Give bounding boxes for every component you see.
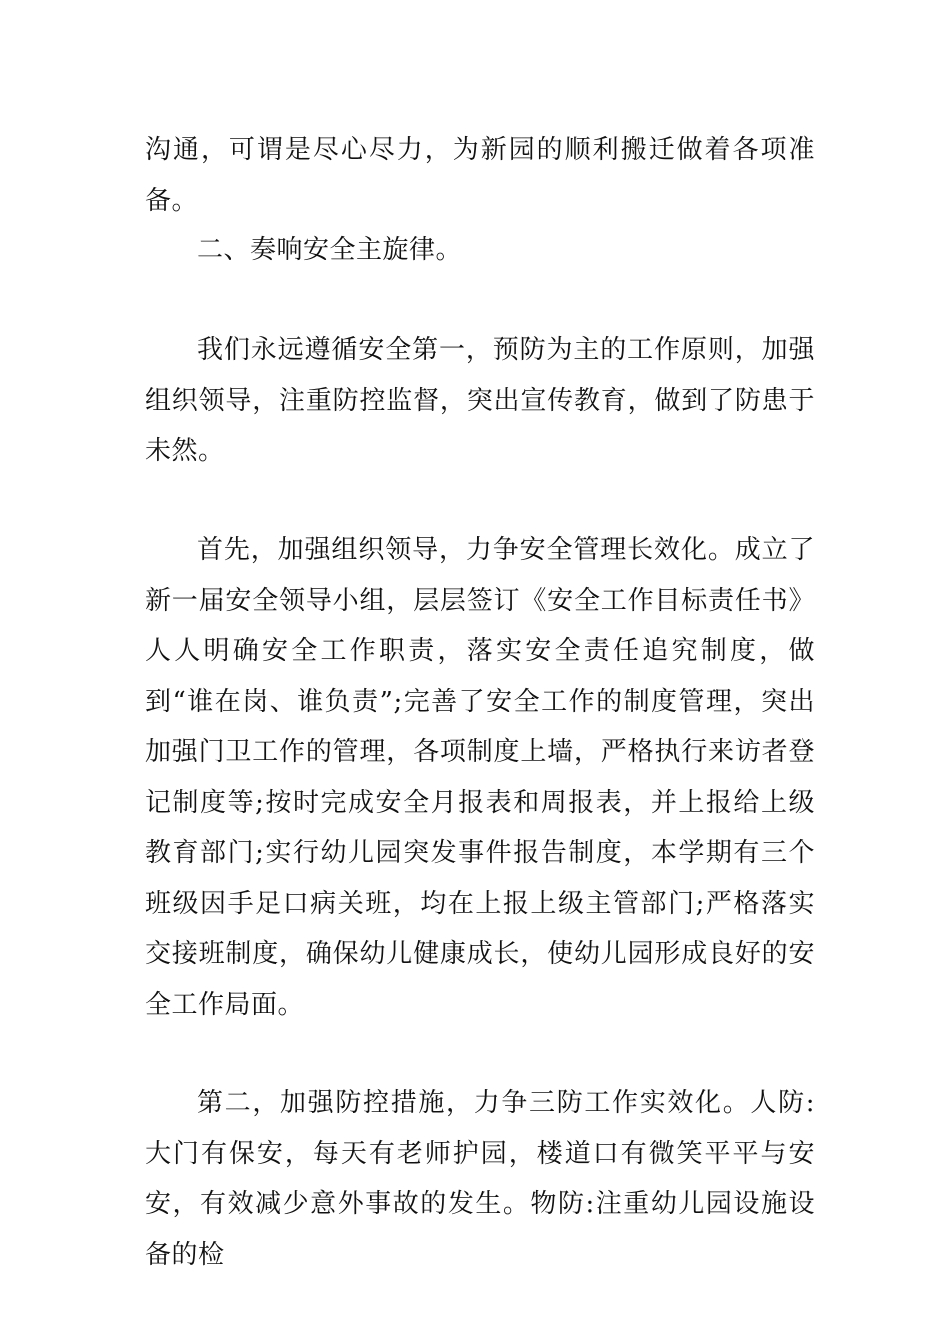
section-heading: 二、奏响安全主旋律。 <box>197 235 463 265</box>
paragraph: 首先，加强组织领导，力争安全管理长效化。成立了新一届安全领导小组，层层签订《安全工作目标责任书》人人明确安全工作职责，落实安全责任追究制度，做到“谁在岗、谁负责”;完善了安全工作的制度管理，突出加强门卫工作的管理，各项制度上墙，严格执行来访者登记制度等;按时完成安全月报表和周报表，并上报给上级教育部门;实行幼儿园突发事件报告制度，本学期有三个班级因手足口病关班，均在上报上级主管部门;严格落实交接班制度，确保幼儿健康成长，使幼儿园形成良好的安全工作局面。 <box>145 535 815 1020</box>
paragraph-block <box>145 325 815 477</box>
paragraph-block <box>145 1078 815 1280</box>
paragraph: 我们永远遵循安全第一，预防为主的工作原则，加强组织领导，注重防控监督，突出宣传教育，做到了防患于未然。 <box>145 335 815 466</box>
section-heading-block <box>145 225 815 276</box>
paragraph-block <box>145 525 815 1030</box>
paragraph: 第二，加强防控措施，力争三防工作实效化。人防:大门有保安，每天有老师护园，楼道口有微笑平平与安安，有效减少意外事故的发生。物防:注重幼儿园设施设备的检 <box>145 1088 815 1270</box>
paragraph: 沟通，可谓是尽心尽力，为新园的顺利搬迁做着各项准备。 <box>145 135 815 216</box>
paragraph-continuation <box>145 125 815 226</box>
